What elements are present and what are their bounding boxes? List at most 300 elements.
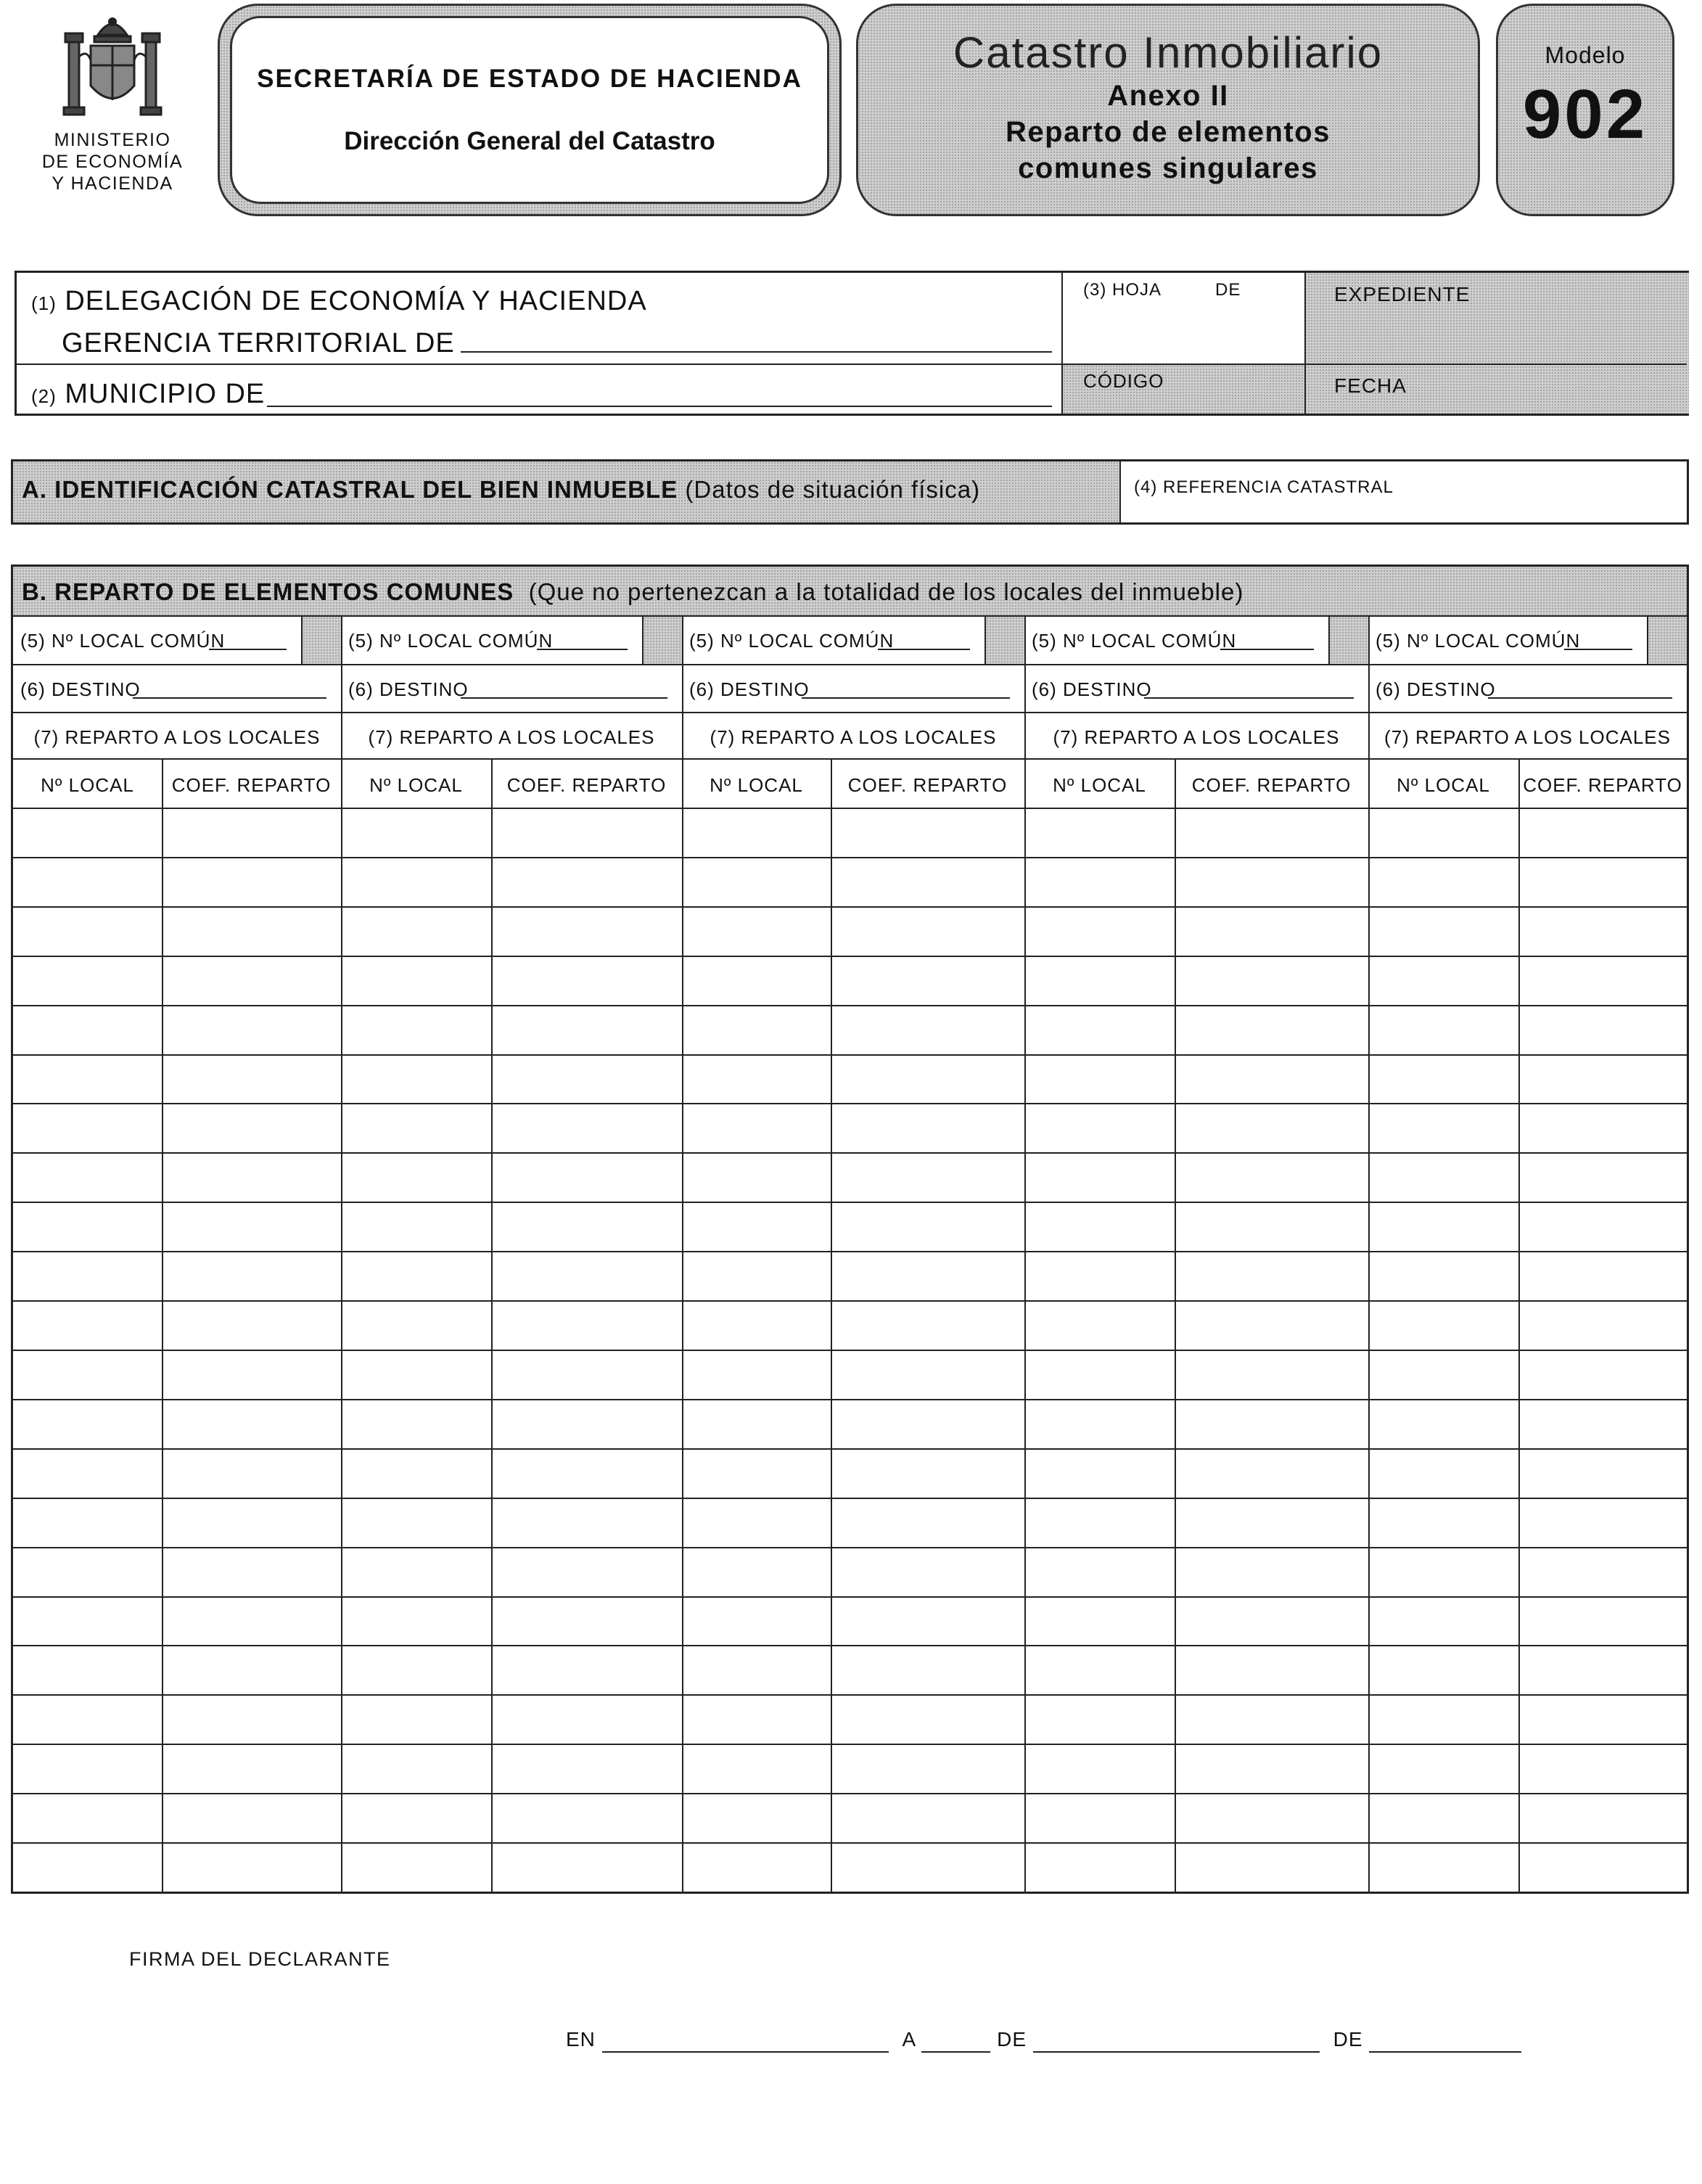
local-number-cell[interactable] [15, 1696, 160, 1744]
coef-reparto-cell[interactable] [1520, 1203, 1685, 1251]
grid-rule [13, 758, 1687, 760]
destino-label: (6) DESTINO [1376, 678, 1496, 700]
anexo-line-1: Anexo II [1107, 80, 1229, 112]
local-number-cell[interactable] [342, 1499, 490, 1547]
reparto-label: (7) REPARTO A LOS LOCALES [1053, 726, 1340, 748]
coef-reparto-cell[interactable] [832, 1646, 1023, 1694]
local-number-cell[interactable] [15, 809, 160, 857]
local-comun-shaded-cell [1328, 617, 1368, 664]
column-header-local: Nº LOCAL [710, 774, 803, 796]
local-number-cell[interactable] [683, 1844, 829, 1892]
coef-reparto-cell[interactable] [1176, 1696, 1367, 1744]
local-number-cell[interactable] [342, 858, 490, 906]
fecha-label: FECHA [1334, 374, 1407, 397]
local-number-cell[interactable] [1370, 1252, 1517, 1300]
ministry-name-line-1: MINISTERIO [54, 130, 171, 150]
coef-reparto-cell[interactable] [163, 1252, 340, 1300]
column-header-coef: COEF. REPARTO [506, 774, 667, 796]
coef-reparto-cell[interactable] [163, 1351, 340, 1399]
local-comun-shaded-cell [984, 617, 1024, 664]
coef-reparto-cell[interactable] [832, 858, 1023, 906]
coef-reparto-cell[interactable] [493, 1006, 681, 1054]
coef-reparto-cell[interactable] [163, 1794, 340, 1842]
coef-reparto-cell[interactable] [832, 1794, 1023, 1842]
coef-reparto-cell[interactable] [832, 1302, 1023, 1350]
local-number-cell[interactable] [683, 1745, 829, 1793]
coef-reparto-cell[interactable] [832, 1499, 1023, 1547]
coef-reparto-cell[interactable] [1176, 1794, 1367, 1842]
local-number-cell[interactable] [683, 1400, 829, 1448]
modelo-box [1496, 4, 1674, 216]
modelo-label: Modelo [1545, 42, 1626, 68]
local-number-cell[interactable] [1370, 908, 1517, 956]
coat-of-arms-icon [58, 6, 167, 129]
local-number-cell[interactable] [342, 1006, 490, 1054]
local-number-cell[interactable] [342, 1351, 490, 1399]
coef-reparto-cell[interactable] [1520, 1252, 1685, 1300]
local-number-cell[interactable] [1370, 1203, 1517, 1251]
coef-reparto-cell[interactable] [832, 809, 1023, 857]
local-number-cell[interactable] [683, 1499, 829, 1547]
local-number-cell[interactable] [342, 1794, 490, 1842]
delegacion-row [31, 286, 647, 317]
coef-reparto-cell[interactable] [1176, 1450, 1367, 1498]
local-number-cell[interactable] [15, 1844, 160, 1892]
local-number-cell[interactable] [15, 1794, 160, 1842]
local-number-cell[interactable] [342, 1696, 490, 1744]
local-comun-field[interactable] [537, 649, 628, 650]
coef-reparto-cell[interactable] [163, 1154, 340, 1202]
referencia-catastral-field[interactable] [1121, 498, 1687, 522]
column-header-coef: COEF. REPARTO [171, 774, 332, 796]
local-number-cell[interactable] [342, 1844, 490, 1892]
local-number-cell[interactable] [342, 1203, 490, 1251]
local-comun-label: (5) Nº LOCAL COMÚN [20, 630, 226, 652]
coef-reparto-cell[interactable] [163, 1548, 340, 1596]
coef-reparto-cell[interactable] [163, 809, 340, 857]
local-number-cell[interactable] [683, 858, 829, 906]
local-number-cell[interactable] [683, 1794, 829, 1842]
local-number-cell[interactable] [15, 1548, 160, 1596]
municipio-field[interactable] [267, 406, 1052, 407]
local-number-cell[interactable] [1370, 1154, 1517, 1202]
coef-reparto-cell[interactable] [832, 1696, 1023, 1744]
local-number-cell[interactable] [342, 957, 490, 1005]
local-number-cell[interactable] [683, 1203, 829, 1251]
coef-reparto-cell[interactable] [493, 908, 681, 956]
destino-field[interactable] [1488, 697, 1672, 699]
section-a-title-detail: (Datos de situación física) [685, 476, 981, 503]
coef-reparto-cell[interactable] [1520, 1844, 1685, 1892]
coef-reparto-cell[interactable] [493, 1696, 681, 1744]
coef-reparto-cell[interactable] [832, 1006, 1023, 1054]
local-number-cell[interactable] [683, 1302, 829, 1350]
coef-reparto-cell[interactable] [493, 1794, 681, 1842]
local-number-cell[interactable] [15, 1252, 160, 1300]
local-comun-label: (5) Nº LOCAL COMÚN [1376, 630, 1581, 652]
local-number-cell[interactable] [15, 1154, 160, 1202]
coef-reparto-cell[interactable] [1176, 1646, 1367, 1694]
local-number-cell[interactable] [1026, 1351, 1173, 1399]
coef-reparto-cell[interactable] [1176, 908, 1367, 956]
coef-reparto-cell[interactable] [1176, 1252, 1367, 1300]
coef-reparto-cell[interactable] [163, 1203, 340, 1251]
coef-reparto-cell[interactable] [163, 858, 340, 906]
coef-reparto-cell[interactable] [493, 1844, 681, 1892]
reparto-label: (7) REPARTO A LOS LOCALES [33, 726, 321, 748]
local-number-cell[interactable] [1370, 1056, 1517, 1104]
local-number-cell[interactable] [683, 1598, 829, 1646]
grid-rule [13, 664, 1687, 665]
local-number-cell[interactable] [1026, 1696, 1173, 1744]
coef-reparto-cell[interactable] [832, 1203, 1023, 1251]
local-comun-label: (5) Nº LOCAL COMÚN [348, 630, 554, 652]
local-comun-shaded-cell [301, 617, 341, 664]
destino-field[interactable] [461, 697, 667, 699]
local-number-cell[interactable] [342, 1745, 490, 1793]
local-number-cell[interactable] [1370, 1548, 1517, 1596]
coef-reparto-cell[interactable] [832, 1598, 1023, 1646]
local-number-cell[interactable] [1370, 1302, 1517, 1350]
coef-reparto-cell[interactable] [1176, 1056, 1367, 1104]
ministry-logo [29, 6, 196, 216]
destino-label: (6) DESTINO [20, 678, 141, 700]
coef-reparto-cell[interactable] [493, 809, 681, 857]
secretaria-header-box [218, 4, 842, 216]
coef-reparto-cell[interactable] [1520, 1006, 1685, 1054]
coef-reparto-cell[interactable] [493, 1154, 681, 1202]
coef-reparto-cell[interactable] [1176, 1104, 1367, 1152]
local-number-cell[interactable] [1370, 1745, 1517, 1793]
coef-reparto-cell[interactable] [493, 1400, 681, 1448]
coef-reparto-cell[interactable] [163, 1598, 340, 1646]
local-number-cell[interactable] [1026, 1745, 1173, 1793]
coef-reparto-cell[interactable] [1176, 1844, 1367, 1892]
local-number-cell[interactable] [1370, 1844, 1517, 1892]
local-number-cell[interactable] [15, 1203, 160, 1251]
direccion-subtitle: Dirección General del Catastro [344, 126, 715, 155]
coef-reparto-cell[interactable] [163, 1844, 340, 1892]
coef-reparto-cell[interactable] [832, 1252, 1023, 1300]
de-label-2: DE [1333, 2028, 1363, 2050]
coef-reparto-cell[interactable] [493, 1450, 681, 1498]
coef-reparto-cell[interactable] [1176, 1302, 1367, 1350]
section-a-title-main: A. IDENTIFICACIÓN CATASTRAL DEL BIEN INMUEBLE [22, 476, 678, 503]
section-b-title [22, 578, 1243, 606]
local-number-cell[interactable] [1370, 957, 1517, 1005]
local-number-cell[interactable] [683, 1154, 829, 1202]
local-number-cell[interactable] [15, 1745, 160, 1793]
local-number-cell[interactable] [15, 908, 160, 956]
coef-reparto-cell[interactable] [832, 1104, 1023, 1152]
column-header-coef: COEF. REPARTO [1191, 774, 1352, 796]
coef-reparto-cell[interactable] [163, 1302, 340, 1350]
reparto-label: (7) REPARTO A LOS LOCALES [710, 726, 997, 748]
local-number-cell[interactable] [683, 1696, 829, 1744]
local-number-cell[interactable] [1026, 1598, 1173, 1646]
local-number-cell[interactable] [342, 1450, 490, 1498]
coef-reparto-cell[interactable] [1176, 1598, 1367, 1646]
local-number-cell[interactable] [342, 1400, 490, 1448]
municipio-number: (2) [31, 385, 57, 407]
local-number-cell[interactable] [1370, 1400, 1517, 1448]
local-comun-field[interactable] [209, 649, 287, 650]
local-number-cell[interactable] [1026, 957, 1173, 1005]
coef-reparto-cell[interactable] [163, 1745, 340, 1793]
coef-reparto-cell[interactable] [1176, 1006, 1367, 1054]
coef-reparto-cell[interactable] [1520, 1154, 1685, 1202]
coef-reparto-cell[interactable] [1520, 1104, 1685, 1152]
coef-reparto-cell[interactable] [493, 1351, 681, 1399]
local-number-cell[interactable] [683, 1056, 829, 1104]
coef-reparto-cell[interactable] [1520, 1745, 1685, 1793]
coef-reparto-cell[interactable] [493, 1548, 681, 1596]
coef-reparto-cell[interactable] [1176, 957, 1367, 1005]
local-comun-field[interactable] [878, 649, 970, 650]
coef-reparto-cell[interactable] [832, 1450, 1023, 1498]
coef-reparto-cell[interactable] [832, 908, 1023, 956]
local-number-cell[interactable] [1026, 1450, 1173, 1498]
coef-reparto-cell[interactable] [163, 1499, 340, 1547]
coef-reparto-cell[interactable] [1176, 1203, 1367, 1251]
local-number-cell[interactable] [683, 809, 829, 857]
coef-reparto-cell[interactable] [493, 1745, 681, 1793]
coef-reparto-cell[interactable] [1520, 1400, 1685, 1448]
local-number-cell[interactable] [15, 1499, 160, 1547]
firma-field[interactable] [131, 1988, 508, 2032]
coef-reparto-cell[interactable] [493, 1499, 681, 1547]
local-comun-field[interactable] [1220, 649, 1314, 650]
section-b-title-main: B. REPARTO DE ELEMENTOS COMUNES [22, 578, 514, 605]
coef-reparto-cell[interactable] [493, 1203, 681, 1251]
section-b-title-detail: (Que no pertenezcan a la totalidad de los locales del inmueble) [528, 578, 1244, 605]
coef-reparto-cell[interactable] [1176, 1745, 1367, 1793]
coef-reparto-cell[interactable] [163, 908, 340, 956]
local-number-cell[interactable] [342, 1646, 490, 1694]
coef-reparto-cell[interactable] [1520, 1056, 1685, 1104]
coef-reparto-cell[interactable] [1176, 809, 1367, 857]
section-b [11, 565, 1689, 1894]
destino-field[interactable] [1144, 697, 1354, 699]
local-number-cell[interactable] [1370, 1104, 1517, 1152]
hoja-field[interactable] [1063, 309, 1302, 361]
local-number-cell[interactable] [1026, 1499, 1173, 1547]
expediente-label: EXPEDIENTE [1334, 283, 1471, 305]
local-comun-shaded-cell [642, 617, 682, 664]
local-number-cell[interactable] [342, 1598, 490, 1646]
coef-reparto-cell[interactable] [1176, 1400, 1367, 1448]
coef-reparto-cell[interactable] [832, 1154, 1023, 1202]
coef-reparto-cell[interactable] [832, 957, 1023, 1005]
coef-reparto-cell[interactable] [163, 1696, 340, 1744]
coef-reparto-cell[interactable] [832, 1351, 1023, 1399]
coef-reparto-cell[interactable] [163, 1056, 340, 1104]
coef-reparto-cell[interactable] [1176, 1499, 1367, 1547]
mes-field[interactable] [1033, 2028, 1320, 2053]
column-header-local: Nº LOCAL [1053, 774, 1146, 796]
local-number-cell[interactable] [1370, 1450, 1517, 1498]
local-number-cell[interactable] [15, 1104, 160, 1152]
coef-reparto-cell[interactable] [832, 1844, 1023, 1892]
coef-reparto-cell[interactable] [832, 1400, 1023, 1448]
local-number-cell[interactable] [1026, 858, 1173, 906]
coef-reparto-cell[interactable] [1520, 1548, 1685, 1596]
grid-rule [13, 615, 1687, 617]
local-number-cell[interactable] [1370, 1646, 1517, 1694]
destino-field[interactable] [802, 697, 1010, 699]
delegacion-label: DELEGACIÓN DE ECONOMÍA Y HACIENDA [65, 286, 647, 316]
identification-box [15, 271, 1689, 416]
anio-field[interactable] [1369, 2028, 1521, 2053]
local-number-cell[interactable] [1026, 1056, 1173, 1104]
local-number-cell[interactable] [342, 1302, 490, 1350]
coef-reparto-cell[interactable] [493, 1646, 681, 1694]
coef-reparto-cell[interactable] [1520, 858, 1685, 906]
local-number-cell[interactable] [15, 1400, 160, 1448]
local-number-cell[interactable] [15, 1646, 160, 1694]
coef-reparto-cell[interactable] [1520, 1646, 1685, 1694]
local-number-cell[interactable] [15, 1056, 160, 1104]
local-number-cell[interactable] [1026, 1006, 1173, 1054]
dia-field[interactable] [921, 2028, 990, 2053]
local-number-cell[interactable] [683, 1104, 829, 1152]
coef-reparto-cell[interactable] [493, 858, 681, 906]
modelo-number: 902 [1522, 75, 1648, 153]
anexo-line-3: comunes singulares [1018, 152, 1318, 184]
local-comun-label: (5) Nº LOCAL COMÚN [689, 630, 895, 652]
local-number-cell[interactable] [342, 1548, 490, 1596]
referencia-catastral-label: (4) REFERENCIA CATASTRAL [1134, 477, 1394, 497]
reparto-label: (7) REPARTO A LOS LOCALES [1384, 726, 1671, 748]
coef-reparto-cell[interactable] [493, 1302, 681, 1350]
local-number-cell[interactable] [1370, 1794, 1517, 1842]
hoja-label: (3) HOJA [1083, 280, 1162, 300]
en-label: EN [566, 2028, 596, 2050]
local-number-cell[interactable] [342, 908, 490, 956]
hoja-de-label: DE [1215, 280, 1241, 300]
coef-reparto-cell[interactable] [1520, 1302, 1685, 1350]
local-number-cell[interactable] [1026, 1154, 1173, 1202]
coef-reparto-cell[interactable] [1520, 1598, 1685, 1646]
coef-reparto-cell[interactable] [1520, 809, 1685, 857]
coef-reparto-cell[interactable] [163, 1400, 340, 1448]
coef-reparto-cell[interactable] [163, 1450, 340, 1498]
local-number-cell[interactable] [15, 1598, 160, 1646]
local-number-cell[interactable] [1026, 1400, 1173, 1448]
local-number-cell[interactable] [15, 1351, 160, 1399]
local-number-cell[interactable] [683, 1351, 829, 1399]
local-number-cell[interactable] [1026, 908, 1173, 956]
destino-label: (6) DESTINO [1032, 678, 1152, 700]
local-number-cell[interactable] [683, 1252, 829, 1300]
coef-reparto-cell[interactable] [493, 957, 681, 1005]
local-number-cell[interactable] [1026, 1252, 1173, 1300]
delegacion-number: (1) [31, 292, 57, 314]
local-number-cell[interactable] [1026, 1844, 1173, 1892]
coef-reparto-cell[interactable] [1176, 1351, 1367, 1399]
local-comun-field[interactable] [1564, 649, 1632, 650]
coef-reparto-cell[interactable] [1176, 1154, 1367, 1202]
local-number-cell[interactable] [1370, 1351, 1517, 1399]
section-a [11, 459, 1689, 525]
coef-reparto-cell[interactable] [832, 1056, 1023, 1104]
local-number-cell[interactable] [683, 1548, 829, 1596]
local-number-cell[interactable] [342, 1252, 490, 1300]
coef-reparto-cell[interactable] [493, 1252, 681, 1300]
local-number-cell[interactable] [1026, 1794, 1173, 1842]
local-number-cell[interactable] [1370, 1598, 1517, 1646]
column-header-local: Nº LOCAL [1397, 774, 1490, 796]
local-number-cell[interactable] [15, 957, 160, 1005]
destino-label: (6) DESTINO [348, 678, 469, 700]
coef-reparto-cell[interactable] [1520, 1351, 1685, 1399]
coef-reparto-cell[interactable] [1520, 1450, 1685, 1498]
local-number-cell[interactable] [1370, 858, 1517, 906]
local-number-cell[interactable] [342, 809, 490, 857]
local-number-cell[interactable] [342, 1056, 490, 1104]
ministry-name-line-2: DE ECONOMÍA [41, 152, 184, 172]
local-number-cell[interactable] [1370, 1696, 1517, 1744]
coef-reparto-cell[interactable] [1520, 908, 1685, 956]
coef-reparto-cell[interactable] [493, 1598, 681, 1646]
local-number-cell[interactable] [1370, 809, 1517, 857]
coef-reparto-cell[interactable] [1520, 1696, 1685, 1744]
local-number-cell[interactable] [15, 858, 160, 906]
coef-reparto-cell[interactable] [163, 957, 340, 1005]
coef-reparto-cell[interactable] [163, 1104, 340, 1152]
coef-reparto-cell[interactable] [1520, 1794, 1685, 1842]
coef-reparto-cell[interactable] [832, 1548, 1023, 1596]
catastro-title: Catastro Inmobiliario [953, 28, 1384, 77]
destino-field[interactable] [133, 697, 326, 699]
destino-label: (6) DESTINO [689, 678, 810, 700]
coef-reparto-cell[interactable] [1520, 957, 1685, 1005]
coef-reparto-cell[interactable] [832, 1745, 1023, 1793]
local-number-cell[interactable] [1026, 1104, 1173, 1152]
local-number-cell[interactable] [683, 1646, 829, 1694]
local-number-cell[interactable] [1370, 1499, 1517, 1547]
local-number-cell[interactable] [683, 1006, 829, 1054]
firma-declarante-label: FIRMA DEL DECLARANTE [129, 1948, 391, 1970]
local-number-cell[interactable] [1026, 1302, 1173, 1350]
local-number-cell[interactable] [1026, 1203, 1173, 1251]
local-number-cell[interactable] [1026, 1646, 1173, 1694]
coef-reparto-cell[interactable] [163, 1646, 340, 1694]
coef-reparto-cell[interactable] [1176, 858, 1367, 906]
local-number-cell[interactable] [683, 1450, 829, 1498]
local-number-cell[interactable] [683, 957, 829, 1005]
coef-reparto-cell[interactable] [163, 1006, 340, 1054]
local-number-cell[interactable] [342, 1154, 490, 1202]
local-number-cell[interactable] [342, 1104, 490, 1152]
local-comun-label: (5) Nº LOCAL COMÚN [1032, 630, 1237, 652]
column-header-coef: COEF. REPARTO [847, 774, 1008, 796]
local-number-cell[interactable] [15, 1302, 160, 1350]
local-number-cell[interactable] [683, 908, 829, 956]
gerencia-label: GERENCIA TERRITORIAL DE [62, 328, 455, 358]
local-number-cell[interactable] [1026, 809, 1173, 857]
coef-reparto-cell[interactable] [493, 1056, 681, 1104]
local-number-cell[interactable] [1370, 1006, 1517, 1054]
coef-reparto-cell[interactable] [1520, 1499, 1685, 1547]
local-number-cell[interactable] [15, 1450, 160, 1498]
coef-reparto-cell[interactable] [493, 1104, 681, 1152]
lugar-field[interactable] [602, 2028, 889, 2053]
local-number-cell[interactable] [1026, 1548, 1173, 1596]
coef-reparto-cell[interactable] [1176, 1548, 1367, 1596]
local-number-cell[interactable] [15, 1006, 160, 1054]
gerencia-field[interactable] [461, 351, 1052, 353]
